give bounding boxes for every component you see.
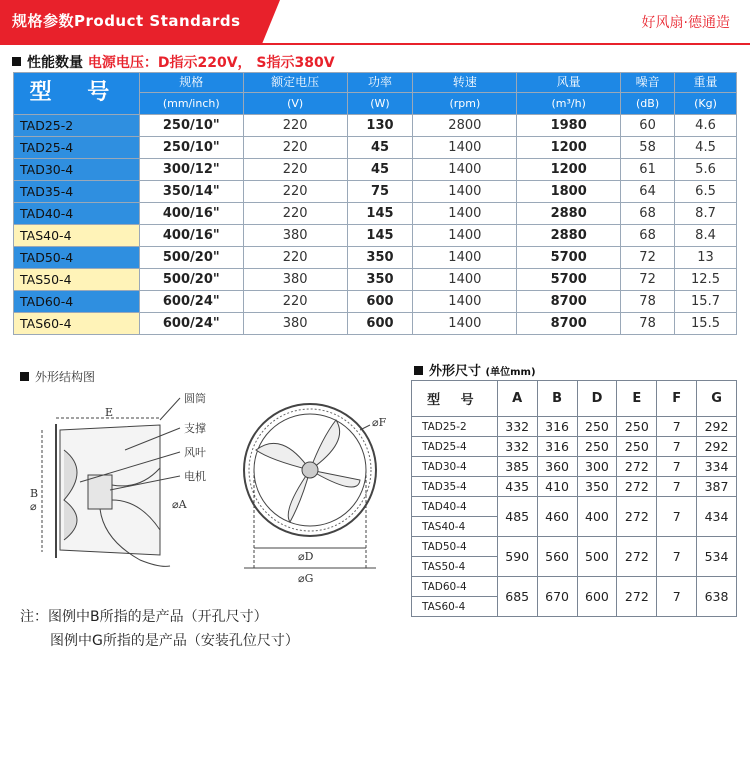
dim-model-header: 型 号 (412, 381, 498, 417)
dim-cell-G: 534 (697, 537, 737, 577)
dim-model-cell: TAS40-4 (412, 517, 498, 537)
spec-cell: 350/14" (139, 181, 243, 203)
dim-model-cell: TAD25-4 (412, 437, 498, 457)
footnote (20, 605, 299, 653)
dim-cell-F: 7 (657, 497, 697, 537)
dim-cell-G: 387 (697, 477, 737, 497)
dim-cell-F: 7 (657, 437, 697, 457)
weight-cell: 6.5 (675, 181, 737, 203)
label-motor: 电机 (184, 470, 206, 483)
dim-cell-A: 685 (497, 577, 537, 617)
dim-cell-B: 410 (537, 477, 577, 497)
dim-col-F: F (657, 381, 697, 417)
col-unit-voltage: (V) (243, 93, 347, 115)
spec-cell: 500/20" (139, 247, 243, 269)
dim-cell-G: 434 (697, 497, 737, 537)
model-cell: TAD40-4 (14, 203, 140, 225)
noise-cell: 60 (621, 115, 675, 137)
dim-title-text: 外形尺寸 (429, 364, 482, 379)
airflow-cell: 8700 (517, 313, 621, 335)
model-cell: TAD60-4 (14, 291, 140, 313)
label-D: ⌀D (298, 550, 314, 563)
col-header-spec: 规格 (139, 73, 243, 93)
power-cell: 600 (347, 313, 413, 335)
power-cell: 145 (347, 225, 413, 247)
col-unit-noise: (dB) (621, 93, 675, 115)
table-row (14, 115, 737, 137)
power-cell: 45 (347, 159, 413, 181)
col-unit-airflow: (m³/h) (517, 93, 621, 115)
rpm-cell: 1400 (413, 225, 517, 247)
side-view (42, 398, 180, 566)
dim-unit: (单位mm) (485, 367, 536, 378)
note-line-2: 图例中G所指的是产品（安装孔位尺寸） (50, 633, 299, 649)
note-line-1: 注：图例中B所指的是产品（开孔尺寸） (20, 609, 268, 625)
model-cell: TAS40-4 (14, 225, 140, 247)
airflow-cell: 5700 (517, 247, 621, 269)
model-cell: TAD25-2 (14, 115, 140, 137)
power-cell: 600 (347, 291, 413, 313)
power-cell: 45 (347, 137, 413, 159)
dim-col-G: G (697, 381, 737, 417)
dim-cell-D: 600 (577, 577, 617, 617)
airflow-cell: 2880 (517, 203, 621, 225)
airflow-cell: 1980 (517, 115, 621, 137)
dim-col-B: B (537, 381, 577, 417)
col-header-power: 功率 (347, 73, 413, 93)
voltage-note: 电源电压：D指示220V， S指示380V (87, 55, 335, 71)
diagram-title-text: 外形结构图 (35, 370, 96, 384)
performance-section-title (12, 52, 335, 72)
rpm-cell: 1400 (413, 137, 517, 159)
rpm-cell: 2800 (413, 115, 517, 137)
dim-cell-E: 250 (617, 417, 657, 437)
banner-divider (0, 43, 750, 45)
col-header-weight: 重量 (675, 73, 737, 93)
header-banner (0, 0, 750, 44)
dim-model-cell: TAS50-4 (412, 557, 498, 577)
dim-cell-A: 485 (497, 497, 537, 537)
table-row (412, 537, 737, 557)
dim-model-cell: TAD40-4 (412, 497, 498, 517)
table-row (14, 291, 737, 313)
noise-cell: 72 (621, 269, 675, 291)
dim-cell-B: 360 (537, 457, 577, 477)
weight-cell: 15.7 (675, 291, 737, 313)
model-cell: TAD35-4 (14, 181, 140, 203)
weight-cell: 15.5 (675, 313, 737, 335)
dim-cell-A: 590 (497, 537, 537, 577)
dim-cell-F: 7 (657, 537, 697, 577)
dim-cell-B: 460 (537, 497, 577, 537)
table-row (14, 181, 737, 203)
col-header-rpm: 转速 (413, 73, 517, 93)
dim-cell-G: 638 (697, 577, 737, 617)
table-row (14, 247, 737, 269)
banner-title: 规格参数Product Standards (12, 12, 241, 30)
dim-cell-G: 292 (697, 417, 737, 437)
bullet-square-icon (20, 372, 29, 381)
dim-cell-A: 385 (497, 457, 537, 477)
dimension-section-title (414, 360, 536, 379)
dim-cell-G: 334 (697, 457, 737, 477)
col-header-airflow: 风量 (517, 73, 621, 93)
dim-cell-D: 250 (577, 417, 617, 437)
rpm-cell: 1400 (413, 181, 517, 203)
dim-cell-E: 272 (617, 577, 657, 617)
dim-col-E: E (617, 381, 657, 417)
weight-cell: 8.7 (675, 203, 737, 225)
model-cell: TAD30-4 (14, 159, 140, 181)
dim-cell-F: 7 (657, 457, 697, 477)
spec-cell: 600/24" (139, 291, 243, 313)
dim-cell-B: 316 (537, 437, 577, 457)
model-cell: TAD25-4 (14, 137, 140, 159)
dim-model-cell: TAD60-4 (412, 577, 498, 597)
banner-red-block (0, 0, 262, 44)
power-cell: 350 (347, 269, 413, 291)
dim-cell-A: 435 (497, 477, 537, 497)
voltage-cell: 380 (243, 269, 347, 291)
table-row (14, 269, 737, 291)
power-cell: 130 (347, 115, 413, 137)
label-E: E (105, 406, 114, 419)
table-row (412, 457, 737, 477)
dim-cell-D: 500 (577, 537, 617, 577)
noise-cell: 72 (621, 247, 675, 269)
rpm-cell: 1400 (413, 203, 517, 225)
dim-cell-E: 272 (617, 537, 657, 577)
noise-cell: 58 (621, 137, 675, 159)
dim-model-cell: TAD35-4 (412, 477, 498, 497)
table-row (412, 497, 737, 517)
dim-cell-E: 272 (617, 457, 657, 477)
spec-cell: 300/12" (139, 159, 243, 181)
weight-cell: 12.5 (675, 269, 737, 291)
label-F: ⌀F (372, 416, 387, 429)
dim-cell-B: 560 (537, 537, 577, 577)
col-unit-power: (W) (347, 93, 413, 115)
dim-cell-B: 670 (537, 577, 577, 617)
diagram-title (20, 368, 95, 385)
label-phi-b: ⌀ (30, 500, 37, 513)
bullet-square-icon (12, 57, 21, 66)
dim-cell-G: 292 (697, 437, 737, 457)
dim-cell-B: 316 (537, 417, 577, 437)
power-cell: 145 (347, 203, 413, 225)
spec-cell: 250/10" (139, 137, 243, 159)
spec-cell: 500/20" (139, 269, 243, 291)
dim-cell-E: 272 (617, 497, 657, 537)
dim-model-cell: TAD25-2 (412, 417, 498, 437)
rpm-cell: 1400 (413, 247, 517, 269)
voltage-cell: 220 (243, 159, 347, 181)
rpm-cell: 1400 (413, 159, 517, 181)
performance-table (13, 72, 737, 335)
dim-cell-F: 7 (657, 577, 697, 617)
spec-cell: 250/10" (139, 115, 243, 137)
section-title-text: 性能数量 (27, 55, 83, 71)
model-cell: TAS60-4 (14, 313, 140, 335)
noise-cell: 68 (621, 203, 675, 225)
col-unit-weight: (Kg) (675, 93, 737, 115)
weight-cell: 8.4 (675, 225, 737, 247)
col-header-voltage: 额定电压 (243, 73, 347, 93)
dim-model-cell: TAD30-4 (412, 457, 498, 477)
spec-cell: 400/16" (139, 203, 243, 225)
voltage-cell: 220 (243, 115, 347, 137)
table-row (412, 417, 737, 437)
col-header-noise: 噪音 (621, 73, 675, 93)
airflow-cell: 8700 (517, 291, 621, 313)
noise-cell: 64 (621, 181, 675, 203)
dim-col-D: D (577, 381, 617, 417)
label-G: ⌀G (298, 572, 314, 585)
dim-cell-E: 272 (617, 477, 657, 497)
dim-cell-F: 7 (657, 417, 697, 437)
model-cell: TAD50-4 (14, 247, 140, 269)
dim-model-cell: TAD50-4 (412, 537, 498, 557)
dim-model-cell: TAS60-4 (412, 597, 498, 617)
model-cell: TAS50-4 (14, 269, 140, 291)
voltage-cell: 220 (243, 247, 347, 269)
power-cell: 75 (347, 181, 413, 203)
dim-cell-E: 250 (617, 437, 657, 457)
label-tube: 圆筒 (184, 392, 206, 405)
col-unit-rpm: (rpm) (413, 93, 517, 115)
spec-cell: 400/16" (139, 225, 243, 247)
rpm-cell: 1400 (413, 269, 517, 291)
spec-cell: 600/24" (139, 313, 243, 335)
rpm-cell: 1400 (413, 313, 517, 335)
dim-cell-A: 332 (497, 417, 537, 437)
brand-slogan: 好风扇·德通造 (641, 15, 730, 31)
voltage-cell: 380 (243, 313, 347, 335)
label-B: B (30, 487, 39, 500)
table-row (412, 477, 737, 497)
voltage-cell: 220 (243, 203, 347, 225)
dim-cell-D: 300 (577, 457, 617, 477)
airflow-cell: 1200 (517, 159, 621, 181)
dim-cell-F: 7 (657, 477, 697, 497)
col-unit-spec: (mm/inch) (139, 93, 243, 115)
table-row (14, 137, 737, 159)
table-row (14, 159, 737, 181)
weight-cell: 4.6 (675, 115, 737, 137)
dim-cell-A: 332 (497, 437, 537, 457)
airflow-cell: 2880 (517, 225, 621, 247)
model-header: 型 号 (14, 73, 140, 115)
table-row (14, 225, 737, 247)
table-row (14, 313, 737, 335)
weight-cell: 13 (675, 247, 737, 269)
voltage-cell: 220 (243, 137, 347, 159)
weight-cell: 4.5 (675, 137, 737, 159)
airflow-cell: 5700 (517, 269, 621, 291)
noise-cell: 78 (621, 313, 675, 335)
noise-cell: 68 (621, 225, 675, 247)
weight-cell: 5.6 (675, 159, 737, 181)
noise-cell: 61 (621, 159, 675, 181)
voltage-cell: 220 (243, 181, 347, 203)
front-view (244, 404, 376, 568)
noise-cell: 78 (621, 291, 675, 313)
label-support: 支撑 (184, 422, 206, 435)
voltage-cell: 380 (243, 225, 347, 247)
rpm-cell: 1400 (413, 291, 517, 313)
dim-cell-D: 400 (577, 497, 617, 537)
dim-col-A: A (497, 381, 537, 417)
dim-cell-D: 350 (577, 477, 617, 497)
label-blade: 风叶 (184, 446, 206, 459)
dimension-table (411, 380, 737, 617)
table-row (412, 577, 737, 597)
table-row (412, 437, 737, 457)
label-A: ⌀A (172, 498, 187, 511)
dim-cell-D: 250 (577, 437, 617, 457)
power-cell: 350 (347, 247, 413, 269)
table-row (14, 203, 737, 225)
fan-structure-diagram (20, 390, 400, 595)
airflow-cell: 1800 (517, 181, 621, 203)
voltage-cell: 220 (243, 291, 347, 313)
bullet-square-icon (414, 366, 423, 375)
airflow-cell: 1200 (517, 137, 621, 159)
